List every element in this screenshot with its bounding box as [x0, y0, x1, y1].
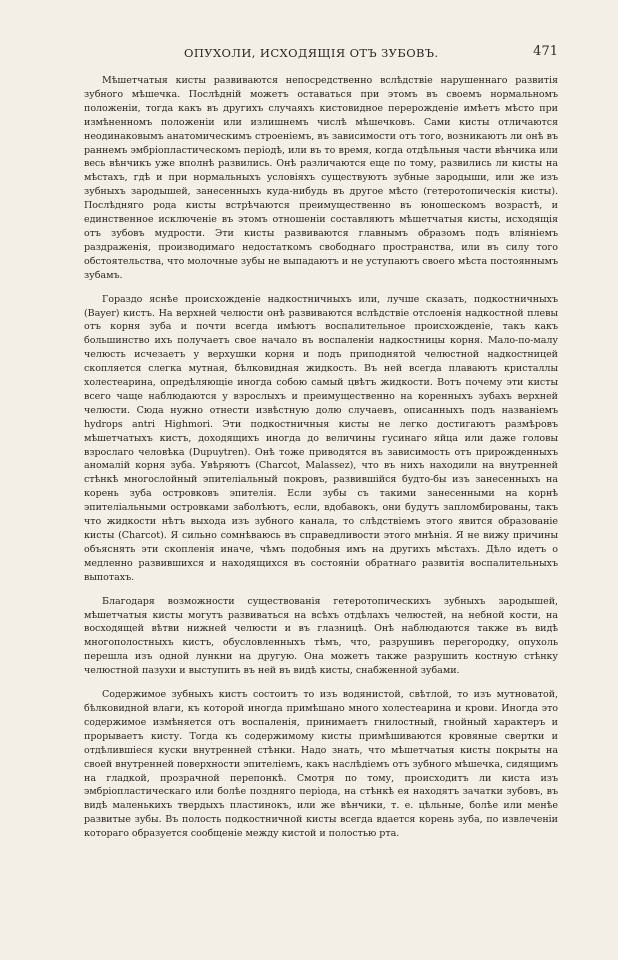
paragraph-cyst-contents: Содержимое зубныхъ кистъ состоитъ то изъ водянистой, свѣтлой, то изъ мутноватой, бѣлковидной влаги, къ которой иногда примѣшано много холестеарина и крови. Иногда это содержимое измѣняется отъ воспаленія, принимаетъ гнилостный, гнойный характеръ и прорываетъ кисту. Тогда къ содержимому кисты примѣшиваются кровяные свертки и отдѣлившіеся куски внутренней стѣнки. Надо знать, что мѣшетчатыя кисты покрыты на своей внутренней поверхности эпителіемъ, какъ наслѣдіемъ отъ зубного мѣшечка, сидящимъ на гладкой, прозрачной перепонкѣ. Смотря по тому, происходитъ ли киста изъ эмбріопластическаго или болѣе поздняго періода, на стѣнкѣ ея находятъ зачатки зубовъ, въ видѣ маленькихъ твердыхъ пластинокъ, или же вѣнчики, т. е. цѣльные, болѣе или менѣе развитые зубы. Въ полость подкостничной кисты всегда вдается корень зуба, по извлеченіи котораго образуется сообщеніе между кистой и полостью рта.: [84, 689, 558, 840]
page-number: 471: [533, 44, 558, 59]
paragraph-dental-sac-cysts: Мѣшетчатыя кисты развиваются непосредственно вслѣдствіе нарушеннаго развитія зубного мѣшечка. Послѣдній можетъ оставаться при этомъ въ своемъ нормальномъ положеніи, тогда какъ въ другихъ случаяхъ кистовидное перерожденіе имѣетъ мѣсто при измѣненномъ положеніи или излишнемъ числѣ мѣшечковъ. Сами кисты отличаются неодинаковымъ анатомическимъ строеніемъ, въ зависимости отъ того, возникаютъ ли онѣ въ раннемъ эмбріопластическомъ періодѣ, или въ то время, когда отдѣльныя части вѣнчика или весь вѣнчикъ уже вполнѣ развились. Онѣ различаются еще по тому, развились ли кисты на мѣстахъ, гдѣ и при нормальныхъ условіяхъ существуютъ зубные зародыши, или же изъ зубныхъ зародышей, занесенныхъ куда-нибудь въ другое мѣсто (гетеротопическія кисты). Послѣдняго рода кисты встрѣчаются преимущественно въ юношескомъ возрастѣ, и единственное исключеніе въ этомъ отношеніи составляютъ мѣшетчатыя кисты, исходящія отъ зубовъ мудрости. Эти кисты развиваются главнымъ образомъ подъ вліяніемъ раздраженія, производимаго недостаткомъ свободнаго пространства, или въ силу того обстоятельства, что молочные зубы не выпадаютъ и не уступаютъ своего мѣста постояннымъ зубамъ.: [84, 75, 558, 281]
paragraph-periosteal-cysts: Гораздо яснѣе происхожденіе надкостничныхъ или, лучше сказать, подкостничныхъ (Bayer) кистъ. На верхней челюсти онѣ развиваются вслѣдствіе отслоенія надкостной плевы отъ корня зуба и почти всегда имѣютъ воспалительное происхожденіе, такъ какъ большинство ихъ получаетъ свое начало въ воспаленіи надкостницы корня. Мало-по-малу челюсть исчезаетъ у верхушки корня и подъ приподнятой челюстной надкостницей скопляется слегка мутная, бѣлковидная жидкость. Въ ней всегда плаваютъ кристаллы холестеарина, опредѣляющіе иногда собою самый цвѣтъ жидкости. Вотъ почему эти кисты всего чаще наблюдаются у взрослыхъ и преимущественно на коренныхъ зубахъ верхней челюсти. Сюда нужно отнести извѣстную долю случаевъ, описанныхъ подъ названіемъ hydrops antri Highmori. Эти подкостничныя кисты не легко достигаютъ размѣровъ мѣшетчатыхъ кистъ, доходящихъ иногда до величины гусинаго яйца или даже головы взрослаго человѣка (Dupuytren). Онѣ тоже приводятся въ зависимость отъ прирожденныхъ аномалій корня зуба. Увѣряютъ (Charcot, Malassez), что въ нихъ находили на внутренней стѣнкѣ многослойный эпителіальный покровъ, развившійся будто-бы изъ занесенныхъ на корень зуба островковъ эпителія. Если зубы съ такими занесенными на корнѣ эпителіальными островками заболѣютъ, если, вдобавокъ, они будутъ запломбированы, такъ что жидкости нѣтъ выхода изъ зубного канала, то слѣдствіемъ этого явится образованіе кисты (Charcot). Я сильно сомнѣваюсь въ справедливости этого мнѣнія. Я не вижу причины объяснять эти скопленія иначе, чѣмъ подобныя имъ на другихъ мѣстахъ. Дѣло идетъ о медленно развившихся и находящихся въ состояніи обратнаго развитія воспалительныхъ выпотахъ.: [84, 293, 558, 583]
chapter-title: ОПУХОЛИ, ИСХОДЯЩІЯ ОТЪ ЗУБОВЪ.: [184, 46, 439, 60]
body-text: [84, 74, 558, 841]
paragraph-heterotopic-cysts: Благодаря возможности существованія гетеротопическихъ зубныхъ зародышей, мѣшетчатыя кисты могутъ развиваться на всѣхъ отдѣлахъ челюстей, на небной кости, на восходящей вѣтви нижней челюсти и въ глазницѣ. Онѣ наблюдаются также въ видѣ многополостныхъ кистъ, обусловленныхъ тѣмъ, что, разрушивъ перегородку, опухоль перешла изъ одной лункни на другую. Она можетъ также разрушить костную стѣнку челюстной пазухи и выступить въ ней въ видѣ кисты, снабженной зубами.: [84, 595, 558, 677]
running-header: [84, 44, 558, 66]
